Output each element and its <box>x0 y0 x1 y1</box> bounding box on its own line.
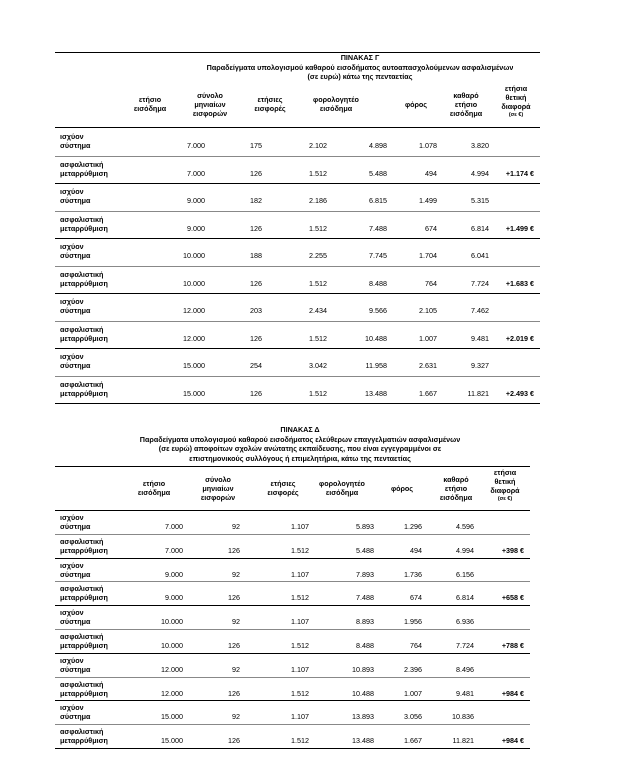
row-rule <box>55 156 540 157</box>
annual-difference: +1.683 € <box>505 278 534 288</box>
row-value: 8.488 <box>369 278 387 288</box>
row-value: 5.315 <box>471 196 489 205</box>
row-value: 1.512 <box>309 333 327 343</box>
column-header-line: φόρος <box>390 483 414 493</box>
row-value: 494 <box>425 168 437 178</box>
row-value: 92 <box>232 664 240 674</box>
row-value: 12.000 <box>161 688 183 698</box>
row-value: 1.078 <box>419 141 437 150</box>
row-value: 92 <box>232 569 240 579</box>
row-label <box>60 187 90 205</box>
column-header-line: ετήσιο <box>142 479 166 488</box>
row-rule <box>55 558 530 559</box>
row-label <box>60 680 108 698</box>
row-value: 4.596 <box>456 522 474 531</box>
column-header-line: μηνιαίων <box>202 483 234 493</box>
column-header-line: εισόδημα <box>133 104 167 113</box>
row-value: 92 <box>232 522 240 531</box>
row-label <box>60 584 108 602</box>
row-value: 6.814 <box>471 223 489 233</box>
row-rule <box>55 183 540 184</box>
row-label-line: ασφαλιστική <box>60 324 104 334</box>
row-label-line: σύστημα <box>60 712 91 722</box>
row-value: 6.041 <box>471 251 489 260</box>
row-value: 1.667 <box>404 736 422 746</box>
row-value: 674 <box>410 593 422 603</box>
row-value: 4.994 <box>456 545 474 555</box>
column-header-line: φορολογητέο <box>313 95 359 104</box>
column-header-line: (σε €) <box>497 496 513 502</box>
row-value: 13.488 <box>352 736 374 746</box>
row-value: 126 <box>250 333 262 343</box>
row-value: 1.512 <box>291 593 309 603</box>
row-value: 1.512 <box>309 223 327 233</box>
row-label <box>60 703 90 721</box>
column-header-line: ετήσιες <box>257 95 283 104</box>
row-label-line: ισχύον <box>60 513 84 522</box>
row-value: 1.107 <box>291 522 309 531</box>
row-value: 3.056 <box>404 712 422 722</box>
row-value: 1.107 <box>291 617 309 627</box>
row-label <box>60 325 108 343</box>
row-label-line: ασφαλιστική <box>60 269 104 279</box>
annual-difference: +984 € <box>501 688 524 698</box>
row-value: 3.820 <box>471 141 489 150</box>
row-value: 92 <box>232 617 240 627</box>
table-title-line: ΠΙΝΑΚΑΣ Γ <box>340 53 380 62</box>
row-value: 5.488 <box>369 168 387 178</box>
column-header-line: ετήσιο <box>454 99 478 109</box>
row-value: 1.296 <box>404 522 422 531</box>
header-rule <box>55 510 530 511</box>
column-header-line: θετική <box>494 477 516 486</box>
row-label <box>60 297 90 315</box>
row-label-line: ασφαλιστική <box>60 727 104 737</box>
row-label-line: σύστημα <box>60 251 91 260</box>
row-label <box>60 270 108 288</box>
row-label-line: ασφαλιστική <box>60 679 104 689</box>
row-value: 10.000 <box>161 617 183 627</box>
row-rule <box>55 605 530 606</box>
row-label-line: ισχύον <box>60 703 84 713</box>
row-rule <box>55 534 530 535</box>
row-value: 8.893 <box>356 617 374 627</box>
row-label-line: ισχύον <box>60 352 84 361</box>
row-rule <box>55 348 540 349</box>
annual-difference: +398 € <box>501 545 524 555</box>
row-rule <box>55 293 540 294</box>
row-value: 11.958 <box>365 361 387 370</box>
row-value: 92 <box>232 712 240 722</box>
row-rule <box>55 581 530 582</box>
row-value: 1.956 <box>404 617 422 627</box>
row-value: 9.327 <box>471 361 489 370</box>
row-value: 9.481 <box>456 688 474 698</box>
column-header <box>296 95 376 113</box>
row-value: 7.488 <box>369 223 387 233</box>
row-label-line: μεταρρύθμιση <box>60 641 108 650</box>
row-value: 1.107 <box>291 712 309 722</box>
row-value: 7.745 <box>369 251 387 260</box>
row-label-line: ισχύον <box>60 132 84 141</box>
header-rule <box>55 127 540 128</box>
row-rule <box>55 211 540 212</box>
row-rule <box>55 321 540 322</box>
row-value: 1.667 <box>419 388 437 398</box>
row-value: 674 <box>425 223 437 233</box>
row-value: 126 <box>228 688 240 698</box>
row-value: 7.488 <box>356 593 374 603</box>
row-value: 10.000 <box>183 251 205 260</box>
row-label-line: μεταρρύθμιση <box>60 545 108 555</box>
row-value: 764 <box>410 641 422 650</box>
annual-difference: +984 € <box>501 736 524 746</box>
row-value: 126 <box>250 223 262 233</box>
column-header-line: μηνιαίων <box>194 99 226 109</box>
row-label-line: μεταρρύθμιση <box>60 223 108 233</box>
row-value: 254 <box>250 361 262 370</box>
row-label-line: σύστημα <box>60 522 91 531</box>
row-label-line: ισχύον <box>60 608 84 618</box>
row-label <box>60 656 90 674</box>
row-value: 7.893 <box>356 569 374 579</box>
column-header-line: καθαρό <box>453 90 479 100</box>
row-value: 188 <box>250 251 262 260</box>
row-label-line: μεταρρύθμιση <box>60 168 108 178</box>
row-value: 12.000 <box>183 306 205 315</box>
table-title-line: (σε ευρώ) αποφοίτων σχολών ανώτατης εκπαίδευσης, που είναι εγγεγραμμένοι σε <box>158 444 442 454</box>
row-label <box>60 215 108 233</box>
table-title-line: (σε ευρώ) κάτω της πενταετίας <box>307 72 413 82</box>
row-label-line: ασφαλιστική <box>60 159 104 169</box>
row-rule <box>55 724 530 725</box>
row-label <box>60 632 108 650</box>
row-rule <box>55 376 540 377</box>
row-label <box>60 160 108 178</box>
row-value: 1.512 <box>309 168 327 178</box>
row-label-line: σύστημα <box>60 306 91 315</box>
row-value: 2.396 <box>404 664 422 674</box>
row-rule <box>55 653 530 654</box>
annual-difference: +1.174 € <box>505 168 534 178</box>
row-value: 1.107 <box>291 664 309 674</box>
row-value: 2.631 <box>419 361 437 370</box>
row-value: 5.488 <box>356 545 374 555</box>
row-value: 1.512 <box>291 688 309 698</box>
row-value: 15.000 <box>161 736 183 746</box>
row-label <box>60 352 90 370</box>
row-value: 13.488 <box>365 388 387 398</box>
row-label-line: ισχύον <box>60 187 84 196</box>
row-value: 1.512 <box>309 388 327 398</box>
row-value: 4.898 <box>369 141 387 150</box>
row-value: 2.105 <box>419 306 437 315</box>
row-label-line: μεταρρύθμιση <box>60 688 108 698</box>
row-rule <box>55 266 540 267</box>
column-header-line: θετική <box>505 93 527 102</box>
row-value: 1.512 <box>291 545 309 555</box>
row-label <box>60 242 90 260</box>
column-header-line: εισόδημα <box>137 488 171 497</box>
row-value: 9.000 <box>187 223 205 233</box>
column-header-line: (σε €) <box>508 112 524 118</box>
row-label <box>60 608 90 626</box>
row-label <box>60 513 90 531</box>
row-value: 15.000 <box>161 712 183 722</box>
row-value: 11.821 <box>467 388 489 398</box>
row-value: 8.496 <box>456 664 474 674</box>
table-title-line: ΠΙΝΑΚΑΣ Δ <box>280 425 320 434</box>
row-value: 182 <box>250 196 262 205</box>
row-label-line: ισχύον <box>60 655 84 665</box>
row-value: 9.481 <box>471 333 489 343</box>
row-value: 2.102 <box>309 141 327 150</box>
row-value: 4.994 <box>471 168 489 178</box>
row-value: 6.814 <box>456 593 474 603</box>
row-rule <box>55 238 540 239</box>
column-header-line: ετήσιο <box>444 483 468 493</box>
row-value: 126 <box>250 388 262 398</box>
row-label-line: ισχύον <box>60 297 84 306</box>
row-value: 1.704 <box>419 251 437 260</box>
row-value: 15.000 <box>183 361 205 370</box>
row-rule <box>55 700 530 701</box>
row-label-line: ασφαλιστική <box>60 214 104 224</box>
row-value: 3.042 <box>309 361 327 370</box>
column-header-line: διαφορά <box>501 102 531 111</box>
column-header-line: εισφορών <box>200 492 236 502</box>
table-title-line: επιστημονικούς συλλόγους ή επιμελητήρια, κάτω της πενταετίας <box>189 453 411 463</box>
column-header-line: φορολογητέο <box>319 479 365 488</box>
row-value: 6.936 <box>456 617 474 627</box>
column-header-line: εισφορών <box>192 108 228 118</box>
annual-difference: +788 € <box>501 641 524 650</box>
row-value: 2.186 <box>309 196 327 205</box>
row-value: 7.000 <box>165 545 183 555</box>
column-header-line: διαφορά <box>490 486 520 495</box>
row-value: 7.000 <box>187 141 205 150</box>
row-rule <box>55 677 530 678</box>
row-value: 12.000 <box>183 333 205 343</box>
column-header-line: εισόδημα <box>325 488 359 497</box>
row-label-line: σύστημα <box>60 569 91 579</box>
row-label-line: ισχύον <box>60 242 84 251</box>
row-label <box>60 561 90 579</box>
column-header-line: ετήσια <box>493 468 517 477</box>
row-value: 9.000 <box>187 196 205 205</box>
row-label-line: μεταρρύθμιση <box>60 593 108 603</box>
row-value: 9.000 <box>165 593 183 603</box>
row-label-line: μεταρρύθμιση <box>60 333 108 343</box>
row-value: 10.000 <box>183 278 205 288</box>
column-header-line: σύνολο <box>197 90 223 100</box>
row-value: 126 <box>228 641 240 650</box>
row-value: 1.007 <box>404 688 422 698</box>
annual-difference: +2.493 € <box>505 388 534 398</box>
row-value: 2.255 <box>309 251 327 260</box>
column-header-line: εισφορές <box>267 488 299 497</box>
row-value: 15.000 <box>183 388 205 398</box>
column-header-line: σύνολο <box>205 474 231 484</box>
row-value: 7.000 <box>165 522 183 531</box>
row-label-line: μεταρρύθμιση <box>60 278 108 288</box>
row-value: 2.434 <box>309 306 327 315</box>
column-header-line: καθαρό <box>443 474 469 484</box>
row-label-line: σύστημα <box>60 664 91 674</box>
annual-difference: +658 € <box>501 593 524 603</box>
row-rule <box>55 748 530 749</box>
row-label-line: ασφαλιστική <box>60 536 104 546</box>
row-label <box>60 537 108 555</box>
column-header-line: εισόδημα <box>319 104 353 113</box>
row-value: 10.893 <box>352 664 374 674</box>
row-value: 10.000 <box>161 641 183 650</box>
column-header-line: ετήσιο <box>138 95 162 104</box>
row-label-line: μεταρρύθμιση <box>60 388 108 398</box>
row-label <box>60 727 108 745</box>
row-label-line: μεταρρύθμιση <box>60 736 108 746</box>
column-header-line: ετήσιες <box>270 479 296 488</box>
row-label <box>60 380 108 398</box>
row-rule <box>55 629 530 630</box>
row-label-line: ασφαλιστική <box>60 379 104 389</box>
row-value: 1.736 <box>404 569 422 579</box>
table-top-rule <box>55 52 540 53</box>
row-value: 7.462 <box>471 306 489 315</box>
row-value: 764 <box>425 278 437 288</box>
row-value: 9.566 <box>369 306 387 315</box>
annual-difference: +2.019 € <box>505 333 534 343</box>
row-label-line: ισχύον <box>60 560 84 570</box>
row-value: 1.007 <box>419 333 437 343</box>
row-value: 1.512 <box>291 736 309 746</box>
row-label-line: σύστημα <box>60 196 91 205</box>
row-value: 10.488 <box>365 333 387 343</box>
row-value: 494 <box>410 545 422 555</box>
column-header-line: εισφορές <box>254 104 286 113</box>
table-title-line: Παραδείγματα υπολογισμού καθαρού εισοδήματος ελεύθερων επαγγελματιών ασφαλισμένων <box>139 434 461 444</box>
table-title-line: Παραδείγματα υπολογισμού καθαρού εισοδήματος αυτοαπασχολούμενων ασφαλισμένων <box>206 62 514 72</box>
row-label-line: ασφαλιστική <box>60 632 104 641</box>
row-rule <box>55 403 540 404</box>
table-top-rule <box>55 466 530 467</box>
row-value: 5.893 <box>356 522 374 531</box>
row-value: 126 <box>228 736 240 746</box>
column-header-line: φόρος <box>404 99 428 109</box>
row-value: 126 <box>228 545 240 555</box>
row-value: 126 <box>228 593 240 603</box>
row-value: 1.512 <box>309 278 327 288</box>
row-value: 7.000 <box>187 168 205 178</box>
row-label-line: σύστημα <box>60 361 91 370</box>
row-value: 203 <box>250 306 262 315</box>
row-value: 6.156 <box>456 569 474 579</box>
row-label-line: σύστημα <box>60 617 91 627</box>
row-value: 7.724 <box>471 278 489 288</box>
row-value: 10.836 <box>452 712 474 722</box>
row-value: 13.893 <box>352 712 374 722</box>
row-value: 1.107 <box>291 569 309 579</box>
row-value: 126 <box>250 168 262 178</box>
column-header-line: ετήσια <box>504 84 528 93</box>
row-value: 1.512 <box>291 641 309 650</box>
column-header <box>465 468 545 504</box>
column-header <box>476 84 556 120</box>
row-value: 7.724 <box>456 641 474 650</box>
row-value: 6.815 <box>369 196 387 205</box>
row-value: 175 <box>250 141 262 150</box>
column-header-line: εισόδημα <box>439 492 473 502</box>
column-header-line: εισόδημα <box>449 108 483 118</box>
row-value: 11.821 <box>452 736 474 746</box>
row-label-line: σύστημα <box>60 141 91 150</box>
row-value: 10.488 <box>352 688 374 698</box>
row-value: 12.000 <box>161 664 183 674</box>
annual-difference: +1.499 € <box>505 223 534 233</box>
row-value: 126 <box>250 278 262 288</box>
row-value: 9.000 <box>165 569 183 579</box>
row-value: 8.488 <box>356 641 374 650</box>
row-label <box>60 132 90 150</box>
row-label-line: ασφαλιστική <box>60 584 104 594</box>
row-value: 1.499 <box>419 196 437 205</box>
